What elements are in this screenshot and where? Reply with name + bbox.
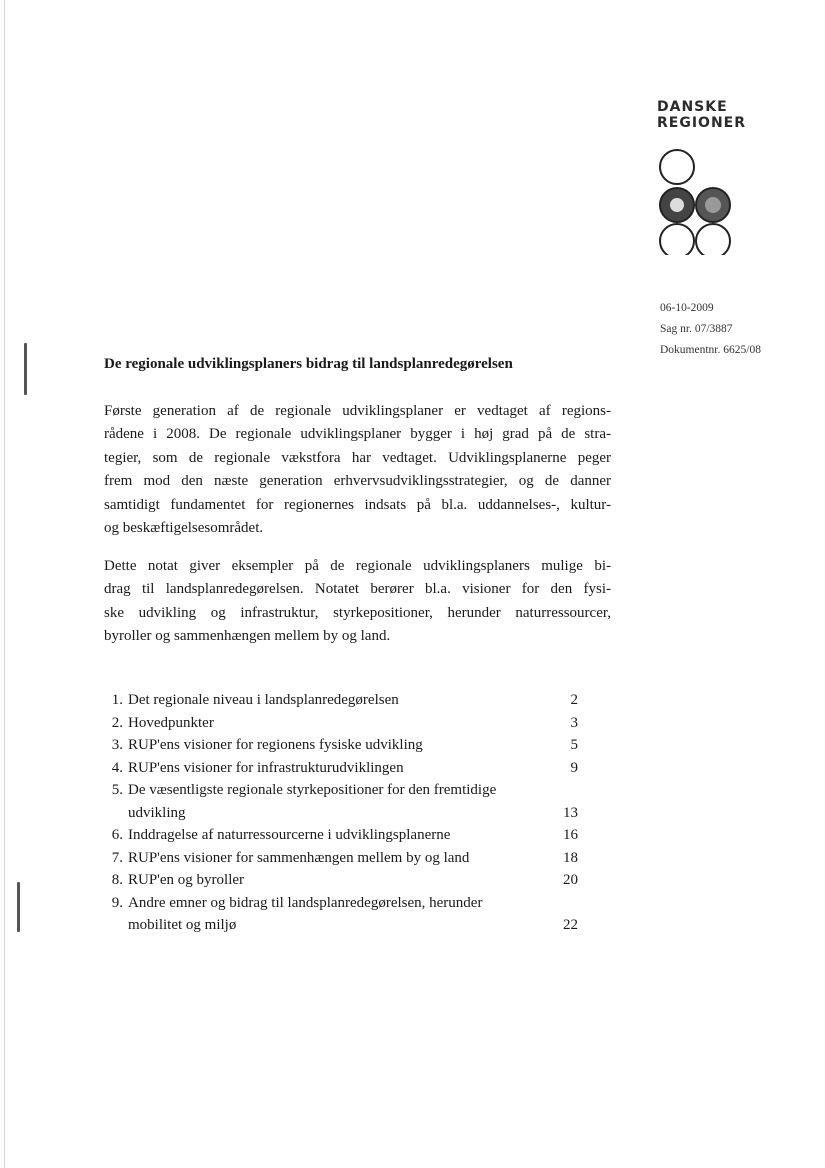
table-of-contents	[103, 689, 578, 937]
toc-item	[103, 847, 578, 870]
toc-page-number: 2	[570, 692, 578, 708]
toc-label-line: Inddragelse af naturressourcerne i udviklingsplanerne	[128, 827, 451, 843]
toc-number: 9.	[111, 894, 123, 911]
document-meta	[660, 298, 761, 361]
toc-item	[103, 824, 578, 847]
toc-number: 5.	[111, 782, 123, 798]
paragraph-1-line: rådene i 2008. De regionale udviklingsplaner bygger i høj grad på de stra-	[104, 426, 611, 443]
toc-label-line: RUP'ens visioner for sammenhængen mellem by og land	[128, 849, 470, 866]
toc-item	[103, 892, 578, 937]
paragraph-1-line: og beskæftigelsesområdet.	[104, 520, 264, 537]
toc-item	[103, 689, 578, 712]
toc-label	[128, 757, 548, 780]
paragraph-2-line: byroller og sammenhængen mellem by og land.	[104, 628, 391, 645]
logo-line-1: DANSKE	[657, 99, 728, 115]
paragraph-2	[104, 555, 611, 649]
toc-number: 3.	[111, 737, 123, 753]
toc-label	[128, 689, 548, 712]
toc-item	[103, 712, 578, 735]
toc-page-number: 5	[570, 737, 578, 753]
toc-label-line: De væsentligste regionale styrkepositioner for den fremtidige	[128, 782, 497, 798]
toc-page-number: 22	[563, 917, 578, 933]
logo-circles-icon	[657, 137, 747, 255]
toc-number: 7.	[111, 849, 123, 866]
toc-label	[128, 892, 548, 937]
toc-label	[128, 847, 548, 870]
binder-mark-upper	[24, 343, 27, 395]
toc-label-line: RUP'ens visioner for infrastrukturudviklingen	[128, 759, 404, 776]
toc-label-line: udvikling	[128, 804, 186, 821]
toc-label	[128, 824, 548, 847]
toc-label-line: RUP'ens visioner for regionens fysiske udvikling	[128, 737, 423, 753]
toc-item	[103, 779, 578, 824]
toc-label-line: mobilitet og miljø	[128, 917, 237, 933]
toc-item	[103, 757, 578, 780]
toc-page-number: 3	[570, 714, 578, 731]
document-number: Dokumentnr. 6625/08	[660, 344, 761, 356]
toc-label-line: Hovedpunkter	[128, 714, 214, 731]
toc-label-line: Andre emner og bidrag til landsplanredegørelsen, herunder	[128, 894, 483, 911]
paragraph-1	[104, 400, 611, 540]
paragraph-1-line: tegier, som de regionale vækstfora har vedtaget. Udviklingsplanerne peger	[104, 449, 611, 466]
binder-mark-lower	[17, 882, 20, 932]
paragraph-1-line: Første generation af de regionale udviklingsplaner er vedtaget af regions-	[104, 403, 611, 419]
toc-label	[128, 779, 548, 824]
paragraph-2-line: ske udvikling og infrastruktur, styrkepositioner, herunder naturressourcer,	[104, 604, 611, 621]
toc-number: 2.	[111, 714, 123, 731]
paragraph-2-line: Dette notat giver eksempler på de regionale udviklingsplaners mulige bi-	[104, 558, 611, 574]
toc-page-number: 20	[563, 872, 578, 888]
paragraph-2-line: drag til landsplanredegørelsen. Notatet berører bl.a. visioner for den fysi-	[104, 581, 611, 598]
toc-label	[128, 869, 548, 892]
toc-page-number: 18	[563, 849, 578, 866]
toc-page-number: 16	[563, 827, 578, 843]
case-number: Sag nr. 07/3887	[660, 323, 733, 335]
toc-number: 1.	[111, 692, 123, 708]
toc-label-line: RUP'en og byroller	[128, 872, 245, 888]
logo-line-2: REGIONER	[657, 115, 747, 131]
toc-number: 8.	[111, 872, 123, 888]
toc-item	[103, 869, 578, 892]
toc-item	[103, 734, 578, 757]
scan-edge-line	[4, 0, 5, 1168]
document-date: 06-10-2009	[660, 302, 714, 314]
toc-label	[128, 712, 548, 735]
danske-regioner-logo	[657, 99, 757, 255]
toc-label	[128, 734, 548, 757]
toc-number: 4.	[111, 759, 123, 776]
document-title: De regionale udviklingsplaners bidrag til landsplanredegørelsen	[104, 356, 513, 372]
paragraph-1-line: frem mod den næste generation erhvervsudviklingsstrategier, og de danner	[104, 473, 611, 490]
toc-number: 6.	[111, 827, 123, 843]
toc-page-number: 9	[570, 759, 578, 776]
toc-page-number: 13	[563, 804, 578, 821]
toc-label-line: Det regionale niveau i landsplanredegørelsen	[128, 692, 399, 708]
paragraph-1-line: samtidigt fundamentet for regionernes indsats på bl.a. uddannelses-, kultur-	[104, 496, 611, 513]
